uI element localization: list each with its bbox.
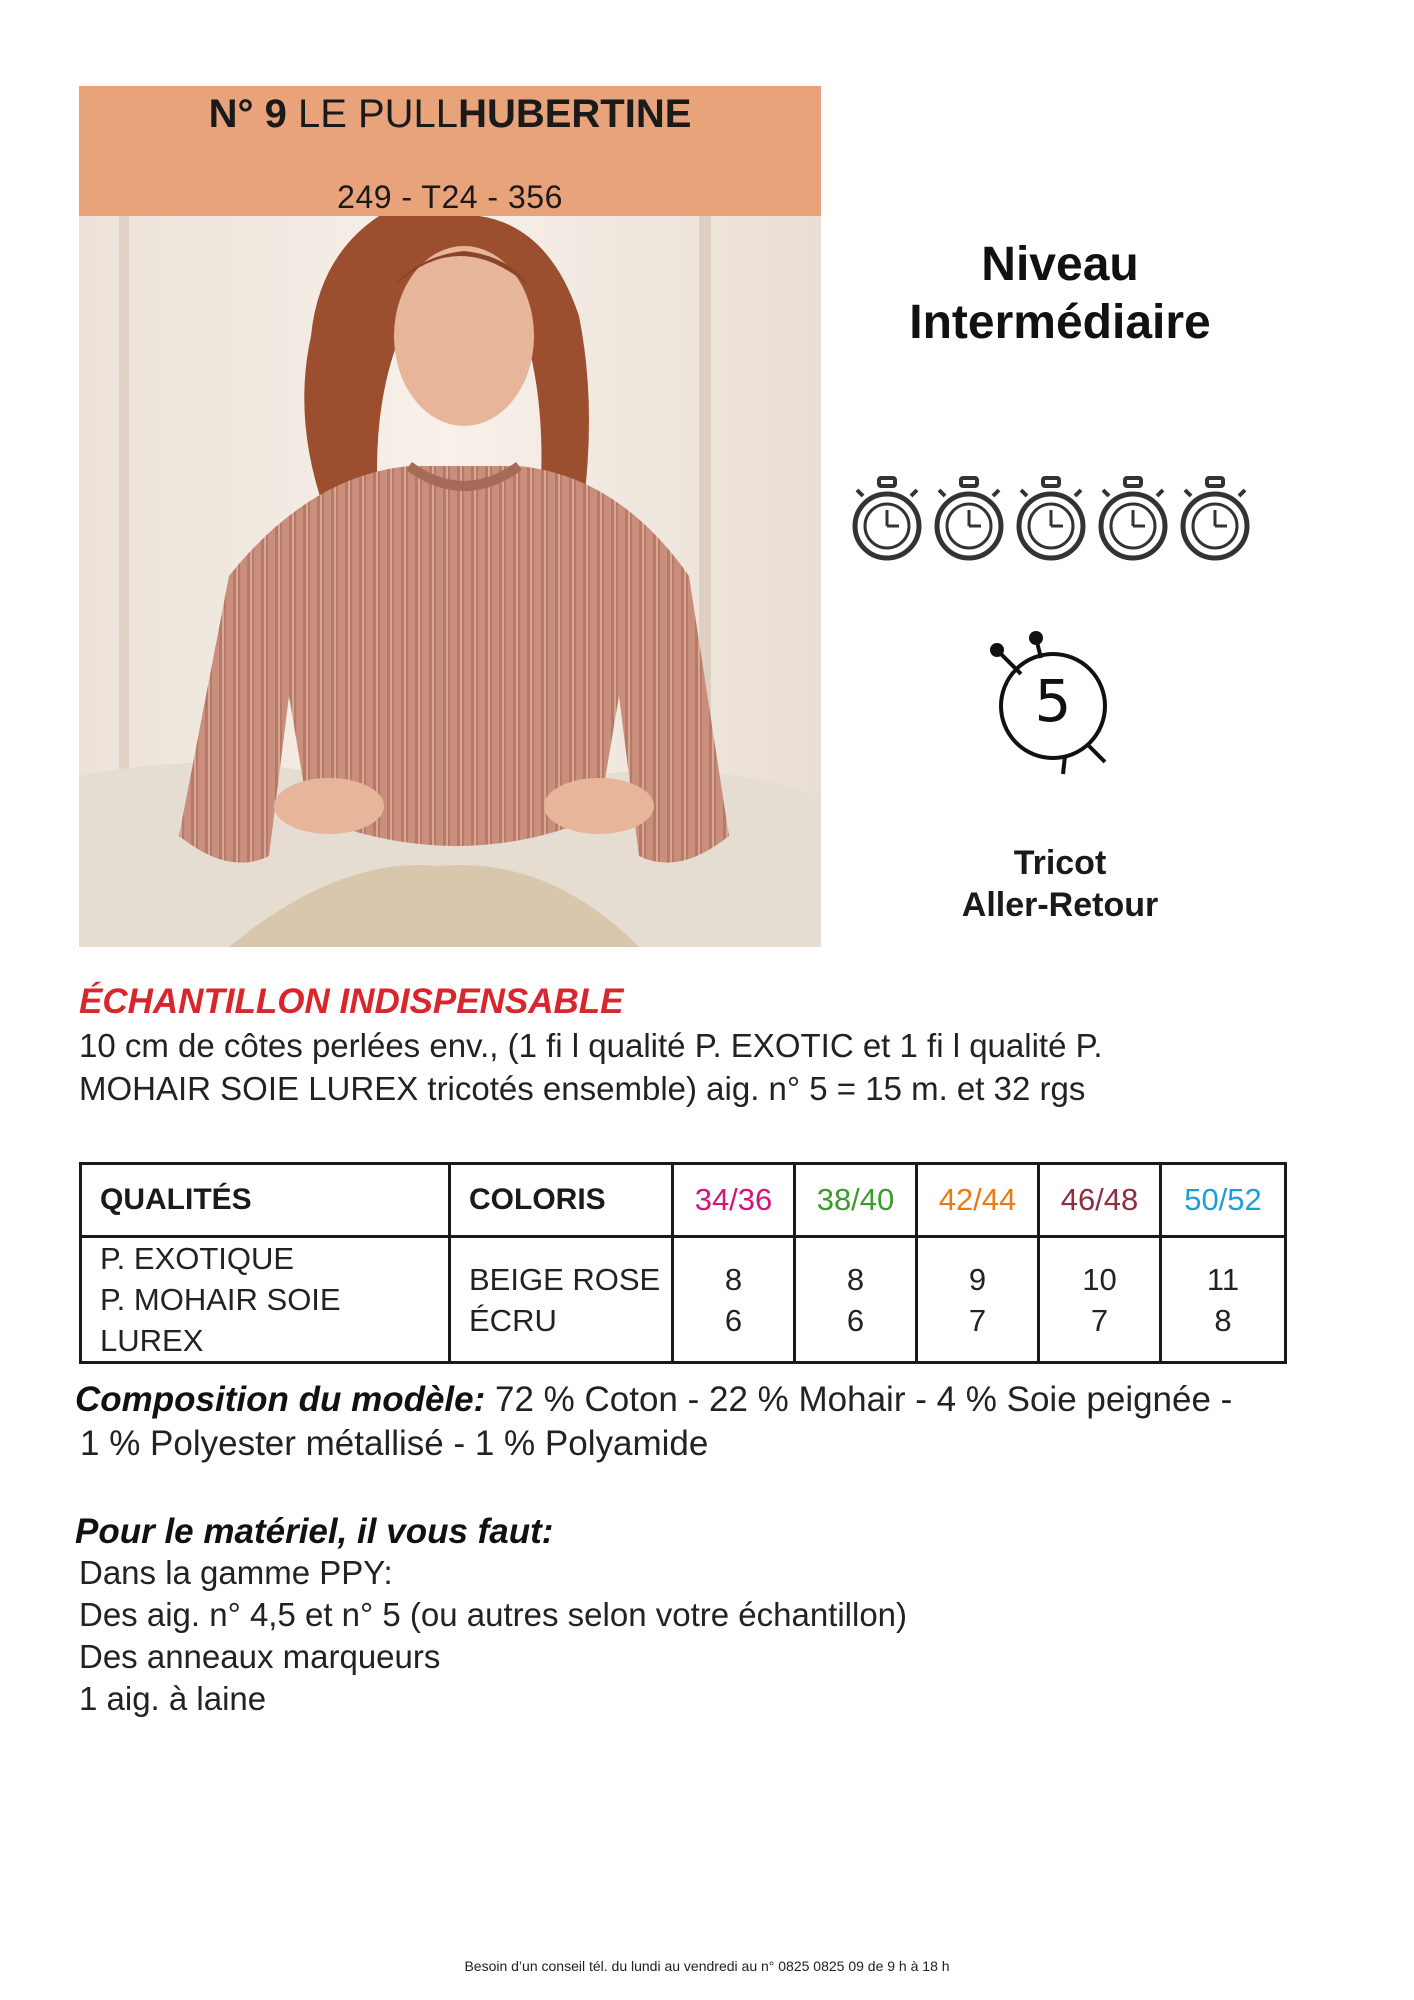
list-item: 1 aig. à laine [79,1680,267,1717]
quantity-value: 7 [1090,1302,1109,1338]
quantity-value: 11 [1206,1261,1240,1297]
pattern-reference: 249 - T24 - 356 [337,179,563,215]
quality-1: P. EXOTIQUE [100,1241,295,1276]
difficulty-level [840,236,1280,352]
quantity-value: 9 [968,1261,987,1297]
quantity-value: 10 [1082,1261,1117,1297]
sample-line1: 10 cm de côtes perlées env., (1 fi l qualité P. EXOTIC et 1 fi l qualité P. [79,1027,1103,1064]
knitting-technique [900,842,1220,926]
list-item: Dans la gamme PPY: [79,1554,393,1591]
stopwatch-icon [1015,476,1087,562]
sample-line2: MOHAIR SOIE LUREX tricotés ensemble) aig. n° 5 = 15 m. et 32 rgs [79,1070,1086,1107]
header-qualities: QUALITÉS [81,1164,450,1237]
quantity-value: 8 [846,1261,865,1297]
knitted-sweater-photo [79,216,821,947]
stopwatch-icon [1179,476,1251,562]
quantity-cell [917,1237,1039,1363]
sample-title: ÉCHANTILLON INDISPENSABLE [79,982,624,1021]
pattern-number: N° 9 [208,92,287,136]
composition-text-2: 1 % Polyester métallisé - 1 % Polyamide [80,1424,709,1463]
footer-helpline: Besoin d’un conseil tél. du lundi au vendredi au n° 0825 0825 09 de 9 h à 18 h [464,1958,950,1974]
needle-size: 5 [1034,667,1072,735]
color-1: BEIGE ROSE [469,1261,661,1297]
size-38-40: 38/40 [795,1164,917,1237]
quantity-cell [795,1237,917,1363]
size-46-48: 46/48 [1039,1164,1161,1237]
composition-text-1: 72 % Coton - 22 % Mohair - 4 % Soie peignée - [485,1380,1233,1419]
technique-line2: Aller-Retour [961,886,1159,924]
quantity-value: 7 [968,1302,987,1338]
size-50-52: 50/52 [1161,1164,1286,1237]
color-2: ÉCRU [469,1302,557,1338]
pattern-title [79,88,821,140]
level-label: Niveau [981,238,1139,291]
sample-text [79,1024,1339,1110]
stopwatch-icon [1097,476,1169,562]
pattern-name: HUBERTINE [458,92,692,136]
quantity-cell [1161,1237,1286,1363]
colors-cell [450,1237,673,1363]
list-item: Des anneaux marqueurs [79,1638,441,1675]
title-band [79,86,821,216]
header-colors: COLORIS [450,1164,673,1237]
quantity-value: 8 [724,1261,743,1297]
pattern-prefix: LE PULL [297,92,459,136]
table-header-row [81,1164,1286,1237]
quality-2: P. MOHAIR SOIE LUREX [100,1282,341,1358]
qualities-cell [81,1237,450,1363]
quantity-value: 6 [724,1302,743,1338]
material-title: Pour le matériel, il vous faut: [75,1512,554,1551]
quantity-cell [673,1237,795,1363]
quantity-value: 6 [846,1302,865,1338]
composition [75,1378,1375,1466]
size-42-44: 42/44 [917,1164,1039,1237]
stopwatch-icon [851,476,923,562]
level-value: Intermédiaire [909,296,1211,349]
quantity-cell [1039,1237,1161,1363]
time-rating [851,476,1271,564]
stopwatch-icon [933,476,1005,562]
technique-line1: Tricot [1013,844,1107,882]
material-list [79,1552,907,1720]
list-item: Des aig. n° 4,5 et n° 5 (ou autres selon votre échantillon) [79,1596,908,1633]
composition-label: Composition du modèle: [75,1380,486,1419]
size-34-36: 34/36 [673,1164,795,1237]
yarn-table [79,1162,1287,1364]
table-row [81,1237,1286,1363]
quantity-value: 8 [1214,1302,1232,1338]
